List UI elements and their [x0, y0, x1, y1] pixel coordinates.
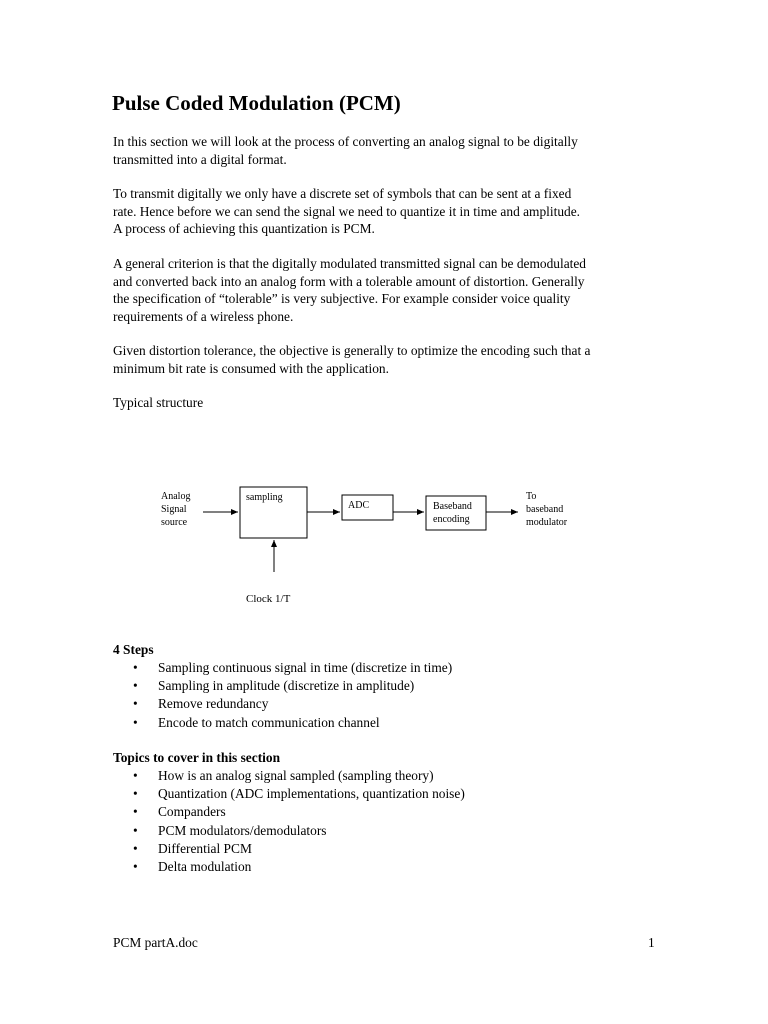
steps-heading: 4 Steps [113, 642, 154, 657]
adc-block-label: ADC [348, 500, 370, 511]
topics-heading: Topics to cover in this section [113, 750, 281, 765]
text-line: Given distortion tolerance, the objective is generally to optimize the encoding such that a [113, 343, 591, 358]
list-item: • Differential PCM [113, 840, 465, 858]
text-line: and converted back into an analog form with a tolerable amount of distortion. Generally [113, 273, 585, 289]
list-item: • Quantization (ADC implementations, quantization noise) [113, 785, 465, 803]
list-item: • Sampling in amplitude (discretize in amplitude) [113, 677, 452, 695]
source-label-line: Signal [161, 504, 187, 515]
footer-filename: PCM partA.doc [113, 935, 198, 950]
text-line: transmitted into a digital format. [113, 151, 287, 167]
sampling-block-label: sampling [246, 492, 283, 503]
list-item: • Sampling continuous signal in time (discretize in time) [113, 659, 452, 677]
text-line: In this section we will look at the process of converting an analog signal to be digitally [113, 134, 578, 149]
output-label-line: To [526, 491, 537, 502]
baseband-label-line: encoding [433, 514, 470, 525]
topics-list [113, 767, 465, 876]
output-label-line: baseband [526, 504, 564, 515]
page-title: Pulse Coded Modulation (PCM) [112, 91, 401, 115]
list-item: • Encode to match communication channel [113, 714, 452, 732]
text-line: A general criterion is that the digitally modulated transmitted signal can be demodulated [113, 256, 587, 271]
baseband-label-line: Baseband [433, 501, 472, 512]
text-line: To transmit digitally we only have a discrete set of symbols that can be sent at a fixed [113, 186, 572, 201]
text-line: the specification of “tolerable” is very subjective. For example consider voice quality [113, 291, 571, 307]
list-item: • PCM modulators/demodulators [113, 822, 465, 840]
list-item: • How is an analog signal sampled (sampling theory) [113, 767, 465, 785]
clock-label: Clock 1/T [246, 593, 291, 605]
steps-list [113, 659, 452, 732]
list-item: • Delta modulation [113, 858, 465, 876]
text-line: Typical structure [113, 395, 204, 410]
list-item: • Remove redundancy [113, 695, 452, 713]
output-label-line: modulator [526, 517, 568, 528]
text-line: minimum bit rate is consumed with the application. [113, 360, 389, 376]
footer-page-number: 1 [648, 935, 655, 950]
text-line: requirements of a wireless phone. [113, 308, 294, 324]
source-label-line: Analog [161, 491, 191, 502]
list-item: • Companders [113, 803, 465, 821]
text-line: A process of achieving this quantization is PCM. [113, 221, 375, 237]
text-line: rate. Hence before we can send the signal we need to quantize it in time and amplitude. [113, 203, 581, 219]
source-label-line: source [161, 517, 188, 528]
